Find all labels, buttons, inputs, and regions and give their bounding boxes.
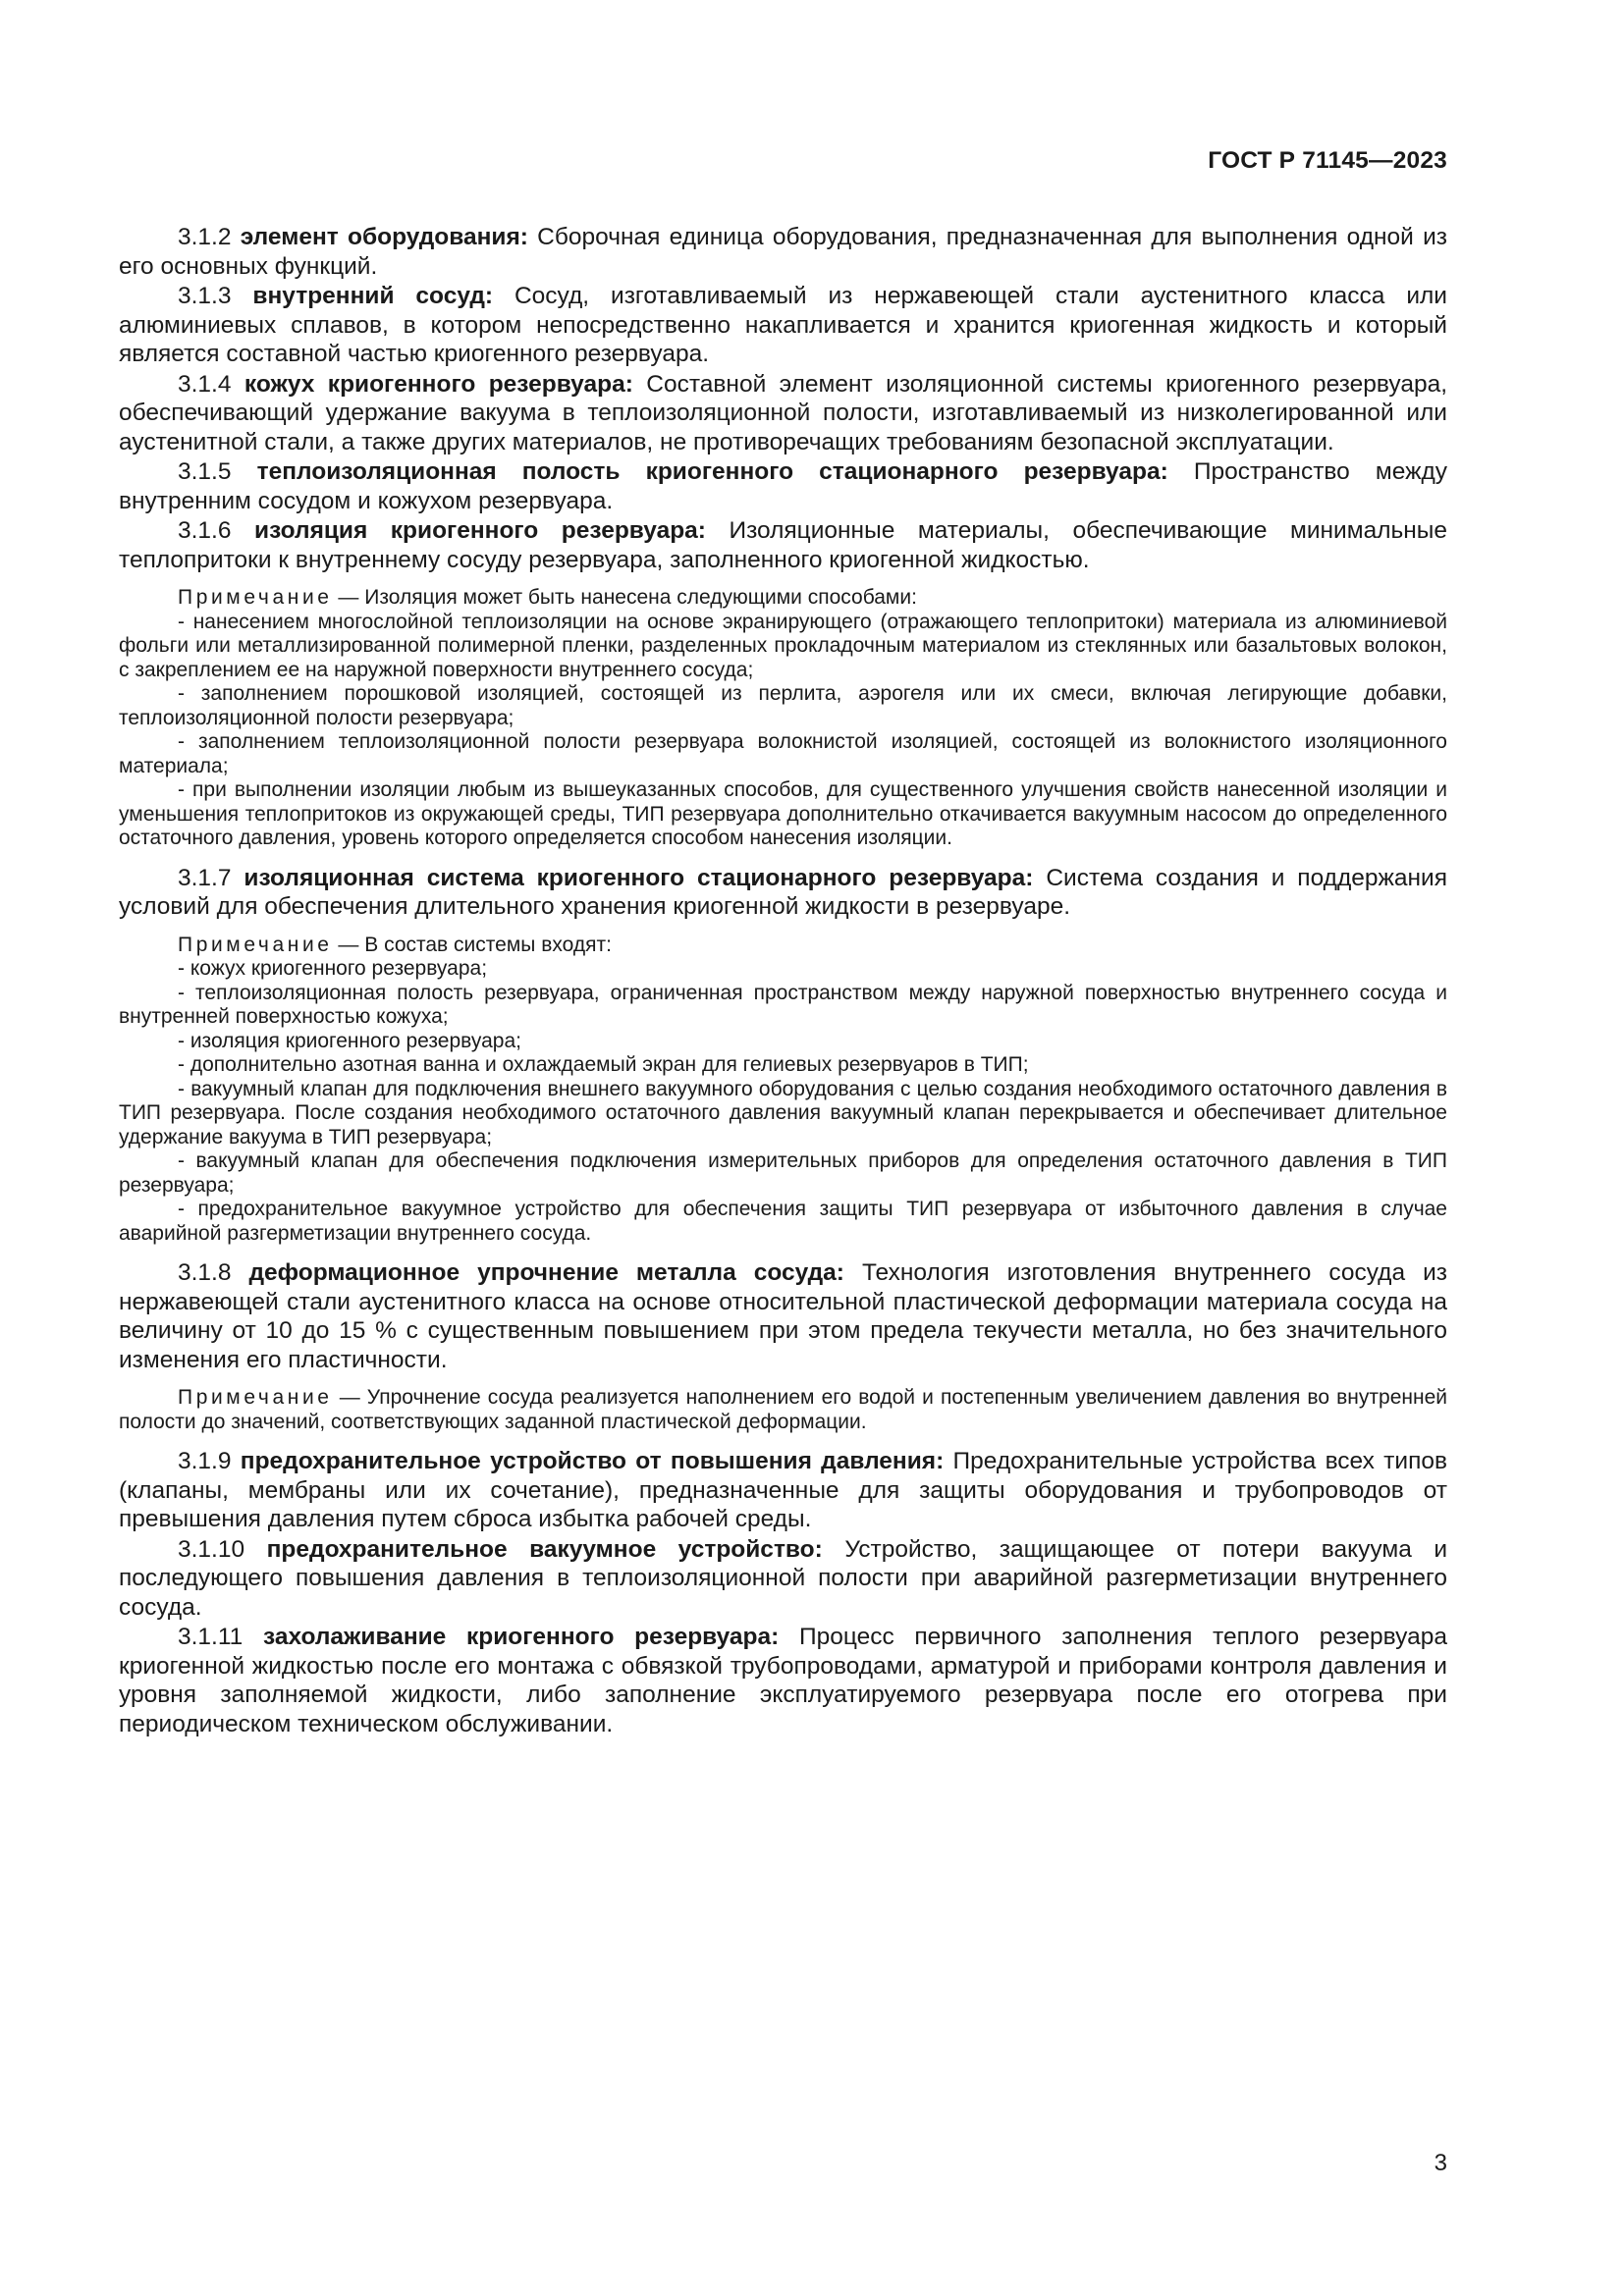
definition-3-1-9	[119, 1447, 1447, 1534]
definition-term: изоляционная система криогенного стационарного резервуара:	[244, 864, 1034, 891]
definition-number: 3.1.6	[178, 517, 232, 544]
definition-3-1-2	[119, 223, 1447, 281]
definition-text: Сосуд, изготавливаемый из нержавеющей стали аустенитного класса или алюминиевых сплавов, в котором непосредственно накапливается и хранится криогенная жидкость и который является составной частью криогенного резервуара.	[119, 283, 1447, 367]
note-list-item: - нанесением многослойной теплоизоляции на основе экранирующего (отражающего теплопритоки) материала из алюминиевой фольги или металлизированной полимерной пленки, разделенных прокладочным материалом из стеклянных или базальтовых волокон, с закреплением ее на наружной поверхности внутреннего сосуда;	[119, 610, 1447, 681]
definition-text: Предохранительные устройства всех типов (клапаны, мембраны или их сочетание), предназначенные для защиты оборудования и трубопроводов от превышения давления путем сброса избытка рабочей среды.	[119, 1448, 1447, 1532]
definition-term: внутренний сосуд:	[252, 283, 494, 309]
definition-term: предохранительное вакуумное устройство:	[266, 1535, 823, 1563]
definition-3-1-4	[119, 370, 1447, 457]
note-list-item: - изоляция криогенного резервуара;	[178, 1029, 521, 1052]
note-list-item: - вакуумный клапан для подключения внешнего вакуумного оборудования с целью создания необходимого остаточного давления в ТИП резервуара. После создания необходимого остаточного давления вакуумный клапан перекрывается и обеспечивает длительное удержание вакуума в ТИП резервуара;	[119, 1077, 1447, 1148]
note-label: Примечание	[178, 933, 333, 956]
note-heading-text: — Изоляция может быть нанесена следующими способами:	[338, 586, 917, 609]
note-list-item: - заполнением теплоизоляционной полости резервуара волокнистой изоляцией, состоящей из волокнистого изоляционного материала;	[119, 730, 1447, 777]
document-body	[119, 223, 1447, 1739]
definition-term: изоляция криогенного резервуара:	[254, 517, 706, 544]
definition-text: Система создания и поддержания условий для обеспечения длительного хранения криогенной жидкости в резервуаре.	[119, 864, 1447, 920]
note-heading-text: — Упрочнение сосуда реализуется наполнением его водой и постепенным увеличением давления во внутренней полости до значений, соответствующих заданной пластической деформации.	[119, 1386, 1447, 1433]
definition-3-1-3	[119, 282, 1447, 369]
definition-term: кожух криогенного резервуара:	[244, 370, 633, 398]
definition-term: предохранительное устройство от повышения давления:	[240, 1448, 945, 1474]
definition-number: 3.1.9	[178, 1448, 232, 1474]
note-list-item: - кожух криогенного резервуара;	[178, 957, 488, 980]
note-heading	[119, 1386, 1447, 1434]
note-list-item: - вакуумный клапан для обеспечения подключения измерительных приборов для определения остаточного давления в ТИП резервуара;	[119, 1149, 1447, 1197]
definition-term: деформационное упрочнение металла сосуда:	[248, 1259, 844, 1286]
note-insulation-methods	[119, 586, 1447, 851]
definition-3-1-10	[119, 1535, 1447, 1623]
note-heading-text: — В состав системы входят:	[338, 933, 612, 956]
definition-3-1-11	[119, 1623, 1447, 1738]
definition-number: 3.1.3	[178, 283, 232, 309]
note-label: Примечание	[178, 586, 333, 609]
definition-term: захолаживание криогенного резервуара:	[262, 1624, 780, 1650]
note-list-item: - при выполнении изоляции любым из вышеуказанных способов, для существенного улучшения свойств нанесенной изоляции и уменьшения теплопритоков из окружающей среды, ТИП резервуара дополнительно откачивается вакуумным насосом до определенного остаточного давления, уровень которого определяется способом нанесения изоляции.	[119, 778, 1447, 849]
definition-text: Пространство между внутренним сосудом и кожухом резервуара.	[119, 458, 1448, 514]
definition-number: 3.1.7	[178, 864, 232, 891]
definition-text: Изоляционные материалы, обеспечивающие минимальные теплопритоки к внутреннему сосуду резервуара, заполненного криогенной жидкостью.	[119, 517, 1448, 573]
note-system-components	[119, 934, 1447, 1247]
definition-text: Устройство, защищающее от потери вакуума и последующего повышения давления в теплоизоляционной полости при аварийной разгерметизации внутреннего сосуда.	[119, 1535, 1448, 1621]
definition-text: Составной элемент изоляционной системы криогенного резервуара, обеспечивающий удержание вакуума в теплоизоляционной полости, изготавливаемый из низколегированной или аустенитной стали, а также других материалов, не противоречащих требованиям безопасной эксплуатации.	[119, 370, 1448, 455]
definition-3-1-6	[119, 516, 1447, 574]
definition-number: 3.1.2	[178, 224, 232, 250]
note-heading	[119, 934, 1447, 958]
page-number: 3	[1434, 2150, 1447, 2176]
note-hardening	[119, 1386, 1447, 1434]
note-label: Примечание	[178, 1386, 333, 1409]
definition-text: Технология изготовления внутреннего сосуда из нержавеющей стали аустенитного класса на основе относительной пластической деформации материала сосуда на величину от 10 до 15 % с существенным повышением при этом предела текучести металла, но без значительного изменения его пластичности.	[119, 1259, 1447, 1373]
note-list-item: - дополнительно азотная ванна и охлаждаемый экран для гелиевых резервуаров в ТИП;	[178, 1053, 1029, 1076]
definition-3-1-7	[119, 864, 1447, 922]
note-list-item: - заполнением порошковой изоляцией, состоящей из перлита, аэрогеля или их смеси, включая легирующие добавки, теплоизоляционной полости резервуара;	[119, 682, 1447, 729]
definition-term: элемент оборудования:	[240, 224, 528, 250]
definition-number: 3.1.8	[178, 1259, 232, 1286]
note-list-item: - теплоизоляционная полость резервуара, ограниченная пространством между наружной поверхностью внутреннего сосуда и внутренней поверхностью кожуха;	[119, 981, 1447, 1028]
definition-number: 3.1.4	[178, 370, 232, 398]
definition-number: 3.1.10	[178, 1535, 245, 1563]
definition-3-1-5	[119, 457, 1447, 515]
standard-code-header: ГОСТ Р 71145—2023	[1208, 147, 1447, 174]
definition-number: 3.1.11	[178, 1624, 244, 1650]
definition-term: теплоизоляционная полость криогенного стационарного резервуара:	[256, 458, 1168, 485]
definition-3-1-8	[119, 1258, 1447, 1374]
definition-text: Сборочная единица оборудования, предназначенная для выполнения одной из его основных функций.	[119, 224, 1447, 280]
definition-number: 3.1.5	[178, 458, 232, 485]
note-heading	[119, 586, 1447, 611]
definition-text: Процесс первичного заполнения теплого резервуара криогенной жидкостью после его монтажа с обвязкой трубопроводами, арматурой и приборами контроля давления и уровня заполняемой жидкости, либо заполнение эксплуатируемого резервуара после его отогрева при периодическом техническом обслуживании.	[119, 1624, 1447, 1737]
note-list-item: - предохранительное вакуумное устройство для обеспечения защиты ТИП резервуара от избыточного давления в случае аварийной разгерметизации внутреннего сосуда.	[119, 1198, 1447, 1245]
